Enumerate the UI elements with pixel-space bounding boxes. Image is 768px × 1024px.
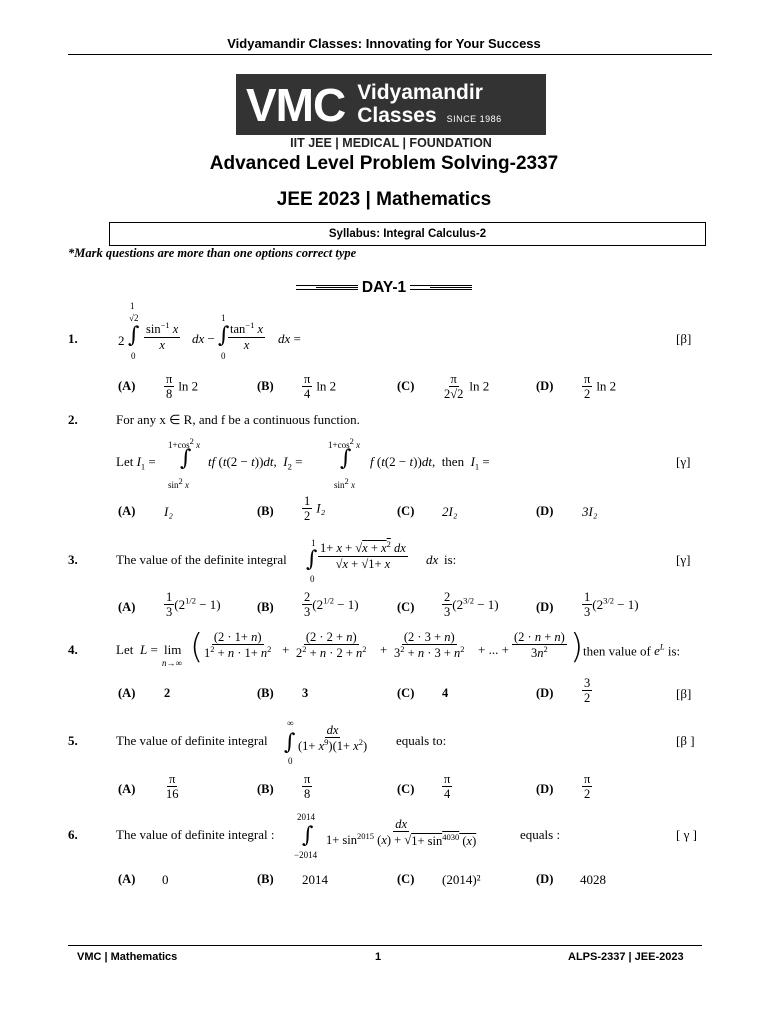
option-label: (C) xyxy=(397,600,415,614)
option-tail: $(2^{3/2} - 1)$ xyxy=(592,595,639,612)
option-label: (B) xyxy=(257,686,274,700)
question-number: 5. xyxy=(68,733,78,748)
question-2-expression: Let $I_1$ = $1+\cos^2$ x ∫ $\sin^2 x$ tf (t(2 − t))dt, $I_2$ = $1+\cos^2$ x ∫ $\sin^2 x$ f (t(2 − t))dt, then $I_1$ = xyxy=(116,436,490,490)
document-subtitle: JEE 2023 | Mathematics xyxy=(276,189,492,210)
option-label: (C) xyxy=(397,782,415,796)
answer-key: [β] xyxy=(676,686,692,701)
question-6-expression: 2014 ∫ −2014 $\frac{dx}{1+ \sin^{2015} (x) + √1+ \sin^{4030} (x)}$ xyxy=(294,812,477,860)
option-numerator: 1 xyxy=(304,494,311,508)
syllabus-box: Syllabus: Integral Calculus-2 xyxy=(109,222,706,246)
logo-mark: VMC xyxy=(246,78,346,131)
option-numerator: π xyxy=(304,372,311,386)
option-numerator: π xyxy=(584,372,591,386)
option-numerator: 2 xyxy=(304,590,311,604)
option-denominator: 3 xyxy=(304,605,311,620)
question-2-options xyxy=(118,494,678,530)
option-denominator: 2 xyxy=(584,787,591,802)
option-numerator: 1 xyxy=(166,590,173,604)
option-denominator: 8 xyxy=(166,387,173,402)
day-rule-left xyxy=(296,285,358,290)
question-3-expression: 1 ∫ 0 $\frac{1+ x + √x + x^2 dx}{√x + √1+ x}$ dx xyxy=(306,538,439,584)
option-tail: $(2^{1/2} - 1)$ xyxy=(312,595,359,612)
option-denominator: 3 xyxy=(444,605,451,620)
option-tail: ln 2 xyxy=(178,378,199,394)
option-label: (D) xyxy=(536,686,554,700)
option-label: (C) xyxy=(397,872,415,886)
question-1-options xyxy=(118,372,678,406)
option-value: I₂ xyxy=(164,504,173,519)
page-number: 1 xyxy=(375,951,382,963)
option-tail: ln 2 xyxy=(469,378,490,394)
option-label: (C) xyxy=(397,379,415,393)
option-label: (B) xyxy=(257,782,274,796)
day-rule-right xyxy=(410,285,472,290)
option-label: (B) xyxy=(257,379,274,393)
option-denominator: 2 xyxy=(584,691,591,706)
question-4-options xyxy=(118,676,698,714)
question-6-text: The value of definite integral : xyxy=(116,827,275,842)
option-label: (D) xyxy=(536,504,554,518)
option-label: (B) xyxy=(257,504,274,518)
logo-word-vidyamandir: Vidyamandir xyxy=(357,81,483,105)
logo-word-classes: Classes xyxy=(357,103,437,127)
question-5-options xyxy=(118,772,678,810)
note-text: *Mark questions are more than one options correct type xyxy=(68,246,357,260)
question-4-suffix: then value of $e^L$ is: xyxy=(583,642,681,659)
answer-key: [γ] xyxy=(676,454,691,469)
question-number: 2. xyxy=(68,412,78,427)
option-denominator: 3 xyxy=(584,605,591,620)
option-value: 3I₂ xyxy=(582,504,598,519)
document-title: Advanced Level Problem Solving-2337 xyxy=(209,153,559,174)
option-value: 3 xyxy=(302,686,309,700)
question-number: 6. xyxy=(68,827,78,842)
answer-key: [ γ ] xyxy=(676,827,697,842)
question-4-prefix: Let xyxy=(116,642,134,657)
option-value: 0 xyxy=(162,872,169,887)
option-label: (A) xyxy=(118,686,136,700)
option-numerator: π xyxy=(304,772,311,786)
day-heading xyxy=(0,279,768,297)
question-1-expression: 2 1 √2 ∫ 0 $\frac{\sin^{-1} x}{x}$ dx − 1 ∫ 0 $\frac{\tan^{-1} x}{x}$ dx = xyxy=(118,301,301,361)
question-5-expression: ∞ ∫ 0 $\frac{dx}{(1+ x^9)(1+ x^2)}$ xyxy=(284,718,368,766)
question-3-options xyxy=(118,590,678,626)
option-tail: $(2^{1/2} - 1)$ xyxy=(174,595,221,612)
option-numerator: 1 xyxy=(584,590,591,604)
option-value: 2014 xyxy=(302,872,328,887)
option-label: (C) xyxy=(397,504,415,518)
question-5-suffix: equals to: xyxy=(396,733,447,748)
option-label: (D) xyxy=(536,600,554,614)
option-denominator: 16 xyxy=(166,787,179,802)
logo-words xyxy=(357,82,501,126)
question-4-expression: Let L = lim n→∞ ( $\frac{(2 \cdot 1+ n)}{1^2 + n \cdot 1+ n^2}$ + $\frac{(2 \cdot 2 + n)}{2^2 + n \cdot 2 + n^2}$ + $\frac{(2 \cdot 3 + n)}{3^2 + n \cdot 3 + n^2}$ + ... + $\frac{(2 \cdot n + n)}{3n^2}$ ) xyxy=(116,627,584,668)
option-denominator: 3 xyxy=(166,605,173,620)
option-label: (A) xyxy=(118,379,136,393)
option-label: (A) xyxy=(118,782,136,796)
question-number: 1. xyxy=(68,331,78,346)
option-value: 2 xyxy=(164,686,171,700)
option-denominator: 2 xyxy=(584,387,591,402)
option-tail: ln 2 xyxy=(596,378,617,394)
option-value: (2014)² xyxy=(442,872,481,887)
option-label: (D) xyxy=(536,782,554,796)
running-header: Vidyamandir Classes: Innovating for Your Success xyxy=(227,36,541,51)
question-5-text: The value of definite integral xyxy=(116,733,268,748)
option-label: (A) xyxy=(118,600,136,614)
question-3-suffix: is: xyxy=(444,552,457,567)
answer-key: [β] xyxy=(676,331,692,346)
option-label: (B) xyxy=(257,872,274,886)
question-6-suffix: equals : xyxy=(520,827,561,842)
option-tail: I₂ xyxy=(316,500,326,516)
answer-key: [γ] xyxy=(676,552,691,567)
option-label: (A) xyxy=(118,504,136,518)
question-number: 3. xyxy=(68,552,78,567)
vmc-logo xyxy=(236,74,546,135)
question-6-options xyxy=(118,868,678,896)
footer-left: VMC | Mathematics xyxy=(77,951,178,963)
option-value: 4028 xyxy=(580,872,606,887)
logo-since: SINCE 1986 xyxy=(446,113,502,124)
question-3-text: The value of the definite integral xyxy=(116,552,287,567)
option-numerator: π xyxy=(584,772,591,786)
option-numerator: π xyxy=(450,372,457,386)
option-tail: $(2^{3/2} - 1)$ xyxy=(452,595,499,612)
day-label: DAY-1 xyxy=(361,279,407,296)
footer-rule xyxy=(68,945,702,946)
footer-right: ALPS-2337 | JEE-2023 xyxy=(568,951,684,963)
option-numerator: π xyxy=(169,772,176,786)
option-label: (C) xyxy=(397,686,415,700)
option-numerator: 2 xyxy=(444,590,451,604)
option-numerator: π xyxy=(166,372,173,386)
option-denominator: 2√2 xyxy=(444,387,464,402)
option-denominator: 2 xyxy=(304,509,311,524)
option-label: (D) xyxy=(536,379,554,393)
question-2-text: For any x ∈ R, and f be a continuous function. xyxy=(116,412,360,427)
option-numerator: π xyxy=(444,772,451,786)
option-label: (B) xyxy=(257,600,274,614)
option-tail: ln 2 xyxy=(316,378,337,394)
option-value: 2I₂ xyxy=(442,504,458,519)
option-numerator: 3 xyxy=(584,676,591,690)
answer-key: [β ] xyxy=(676,733,695,748)
option-denominator: 4 xyxy=(304,387,311,402)
option-label: (D) xyxy=(536,872,554,886)
option-denominator: 4 xyxy=(444,787,451,802)
header-rule xyxy=(68,54,712,55)
option-label: (A) xyxy=(118,872,136,886)
question-number: 4. xyxy=(68,642,78,657)
logo-tagline: IIT JEE | MEDICAL | FOUNDATION xyxy=(290,136,492,150)
option-value: 4 xyxy=(442,686,449,700)
option-denominator: 8 xyxy=(304,787,311,802)
